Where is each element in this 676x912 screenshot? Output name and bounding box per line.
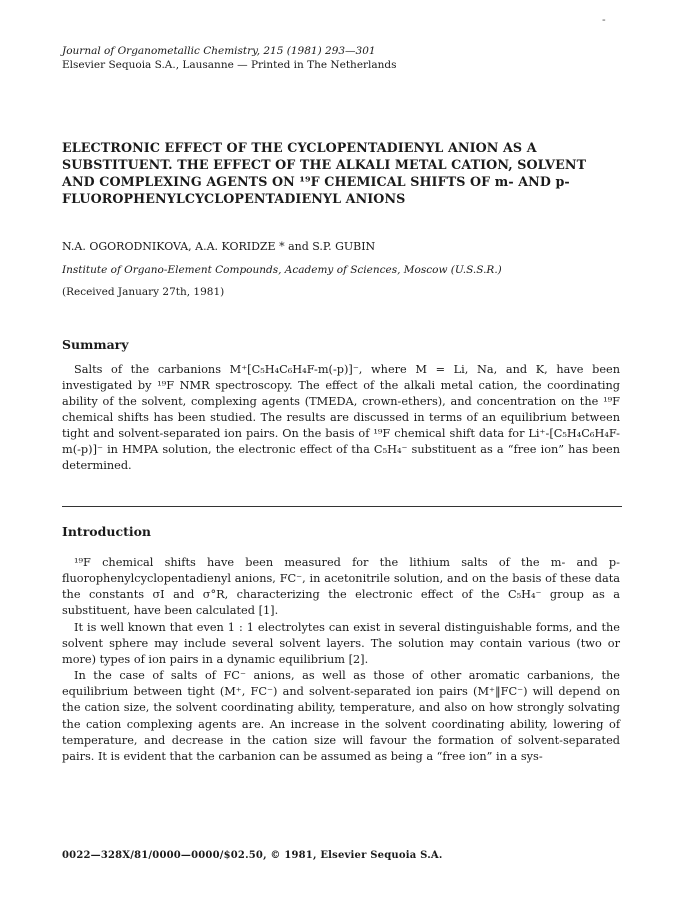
received-date: (Received January 27th, 1981): [62, 286, 225, 298]
corner-mark: -: [602, 14, 606, 26]
intro-paragraph-2: It is well known that even 1 : 1 electrolytes can exist in several distinguishable forms, and the solvent sphere may include several solvent layers. The solution may contain various (two or more) types of ion pairs in a dynamic equilibrium [2].: [62, 620, 620, 666]
summary-heading: Summary: [62, 337, 129, 352]
intro-paragraph-3: In the case of salts of FC⁻ anions, as well as those of other aromatic carbanions, the equilibrium between tight (M⁺, FC⁻) and solvent-separated ion pairs (M⁺‖FC⁻) will depend on the cation size, the solvent coordinating ability, temperature, and also on how strongly solvating the cation complexing agents are. An increase in the solvent coordinating ability, lowering of temperature, and decrease in the cation size will favour the formation of solvent-separated pairs. It is evident that the carbanion can be assumed as being a “free ion” in a sys-: [62, 669, 620, 763]
journal-header: [62, 44, 397, 72]
section-divider: [62, 506, 622, 507]
journal-citation: Journal of Organometallic Chemistry, 215 (1981) 293—301: [62, 45, 376, 57]
publisher-line: Elsevier Sequoia S.A., Lausanne — Printed in The Netherlands: [62, 59, 397, 71]
introduction-body: [62, 555, 620, 765]
intro-paragraph-1: ¹⁹F chemical shifts have been measured for the lithium salts of the m- and p-fluorophenylcyclopentadienyl anions, FC⁻, in acetonitrile solution, and on the basis of these data the constants σI and σ°R, characterizing the electronic effect of the C₅H₄⁻ group as a substituent, have been calculated [1].: [62, 556, 620, 618]
summary-body: Salts of the carbanions M⁺[C₅H₄C₆H₄F-m(-p)]⁻, where M = Li, Na, and K, have been investigated by ¹⁹F NMR spectroscopy. The effect of the alkali metal cation, the coordinating ability of the solvent, complexing agents (TMEDA, crown-ethers), and concentration on the ¹⁹F chemical shifts has been studied. The results are discussed in terms of an equilibrium between tight and solvent-separated ion pairs. On the basis of ¹⁹F chemical shift data for Li⁺-[C₅H₄C₆H₄F-m(-p)]⁻ in HMPA solution, the electronic effect of tha C₅H₄⁻ substituent as a “free ion” has been determined.: [62, 363, 620, 472]
introduction-heading: Introduction: [62, 524, 152, 539]
article-title: ELECTRONIC EFFECT OF THE CYCLOPENTADIENYL ANION AS A SUBSTITUENT. THE EFFECT OF THE ALKALI METAL CATION, SOLVENT AND COMPLEXING AGENTS ON ¹⁹F CHEMICAL SHIFTS OF m- AND p-FLUOROPHENYLCYCLOPENTADIENYL ANIONS: [62, 140, 587, 206]
authors: N.A. OGORODNIKOVA, A.A. KORIDZE * and S.P. GUBIN: [62, 240, 376, 253]
affiliation: Institute of Organo-Element Compounds, Academy of Sciences, Moscow (U.S.S.R.): [62, 264, 502, 276]
copyright-footer: 0022—328X/81/0000—0000/$02.50, © 1981, Elsevier Sequoia S.A.: [62, 850, 443, 861]
summary-text: [62, 362, 620, 474]
